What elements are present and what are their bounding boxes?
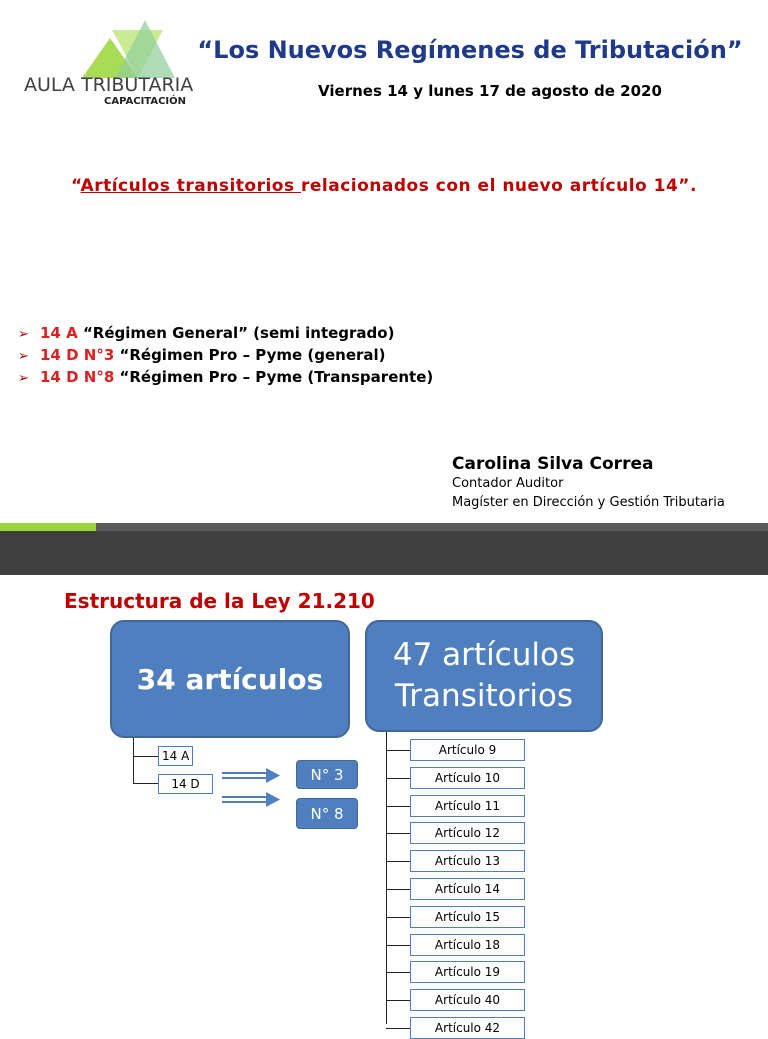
transitory-article: Artículo 40 [410,989,525,1011]
permanent-articles-box [110,620,350,738]
list-item [18,344,433,366]
transitory-article: Artículo 18 [410,934,525,956]
logo-brand: AULA TRIBUTARIA [24,74,194,96]
connector-line [386,778,410,779]
footer-bar [0,531,768,575]
presentation-date: Viernes 14 y lunes 17 de agosto de 2020 [318,82,662,100]
author-role: Contador Auditor [452,476,564,491]
presentation-title: “Los Nuevos Regímenes de Tributación” [197,36,743,64]
logo-sub: CAPACITACIÓN [104,96,187,107]
connector-line [386,833,410,834]
structure-title: Estructura de la Ley 21.210 [64,589,375,613]
connector-line [386,972,410,973]
subtitle [0,176,768,196]
connector-line [386,806,410,807]
transitory-article: Artículo 9 [410,739,525,761]
sub-article-14d: 14 D [158,774,213,794]
target-n3: N° 3 [296,760,358,789]
arrow-bullet-icon: ➢ [18,327,29,342]
arrow-bullet-icon: ➢ [18,349,29,364]
transitory-articles-box [365,620,603,732]
transitory-article: Artículo 42 [410,1017,525,1039]
transitory-label: Transitorios [394,678,574,714]
connector-line [133,783,158,784]
double-arrow-icon [222,768,282,784]
regime-list [18,322,433,388]
connector-line [386,1028,410,1029]
transitory-article: Artículo 15 [410,906,525,928]
transitory-article: Artículo 19 [410,961,525,983]
target-n8: N° 8 [296,798,358,829]
regime-code: 14 D N°8 [40,368,115,386]
connector-line [386,917,410,918]
connector-line [386,750,410,751]
regime-desc: “Régimen Pro – Pyme (Transparente) [114,368,434,386]
transitory-article: Artículo 10 [410,767,525,789]
sub-article-14a: 14 A [158,746,193,766]
slide-2 [0,575,768,1035]
logo [20,18,194,113]
subtitle-open-quote: “ [71,176,81,196]
transitory-article: Artículo 12 [410,822,525,844]
subtitle-underlined: Artículos transitorios [80,176,302,196]
connector-line [133,738,134,784]
connector-line [386,889,410,890]
double-arrow-icon [222,792,282,808]
transitory-article: Artículo 13 [410,850,525,872]
subtitle-rest: relacionados con el nuevo artículo 14”. [301,176,697,196]
regime-desc: “Régimen Pro – Pyme (general) [114,346,386,364]
connector-line [386,945,410,946]
transitory-count-label: 47 artículos [392,637,576,673]
list-item [18,366,433,388]
author-degree: Magíster en Dirección y Gestión Tributaria [452,495,725,510]
author-name: Carolina Silva Correa [452,454,654,474]
connector-line [386,861,410,862]
regime-code: 14 A [40,324,78,342]
transitory-article: Artículo 11 [410,795,525,817]
regime-desc: “Régimen General” (semi integrado) [77,324,395,342]
connector-line [386,732,387,1024]
connector-line [386,1000,410,1001]
arrow-bullet-icon: ➢ [18,371,29,386]
author-block [452,454,725,512]
connector-line [133,756,158,757]
transitory-article: Artículo 14 [410,878,525,900]
permanent-articles-label: 34 artículos [136,662,324,696]
footer-accent [0,523,96,531]
footer-band [0,523,768,531]
list-item [18,322,433,344]
regime-code: 14 D N°3 [40,346,115,364]
